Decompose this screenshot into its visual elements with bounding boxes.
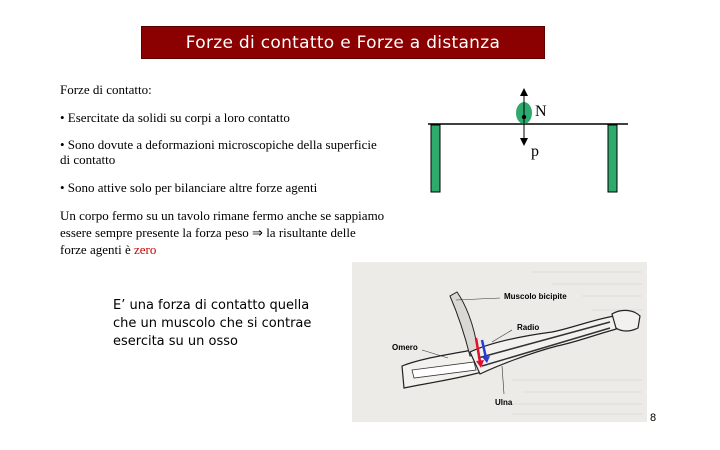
ulna-label: Ulna	[495, 398, 513, 407]
table-force-diagram	[428, 84, 628, 196]
zero-word: zero	[133, 242, 157, 257]
arm-anatomy-illustration	[352, 262, 647, 422]
example-line-1: Un corpo fermo su un tavolo rimane fermo anche se sappiamo	[60, 208, 385, 223]
example-line-3	[60, 242, 156, 257]
example-line-2	[60, 225, 356, 240]
callout-line-3: esercita su un osso	[113, 334, 238, 349]
application-point	[522, 115, 526, 119]
hand-outline	[612, 310, 640, 331]
weight-force-label: p	[531, 143, 539, 160]
radius-label: Radio	[517, 323, 540, 332]
normal-force-arrowhead	[520, 88, 528, 96]
slide-number: 8	[650, 412, 657, 424]
weight-force-arrowhead	[520, 138, 528, 146]
bullet-1: • Esercitate da solidi su corpi a loro contatto	[60, 110, 290, 125]
example-line-3a: forze agenti è	[60, 242, 134, 257]
bullet-2: • Sono dovute a deformazioni microscopiche della superficie	[60, 137, 377, 152]
bullet-2-cont: di contatto	[60, 152, 116, 167]
bicep-label: Muscolo bicipite	[504, 292, 567, 301]
callout-box	[98, 282, 338, 362]
slide-title: Forze di contatto e Forze a distanza	[141, 26, 545, 59]
callout-line-1: E’ una forza di contatto quella	[113, 298, 310, 313]
bullet-3: • Sono attive solo per bilanciare altre forze agenti	[60, 180, 318, 195]
humerus-label: Omero	[392, 343, 418, 352]
example-line-2b: la risultante delle	[262, 225, 356, 240]
callout-line-2: che un muscolo che si contrae	[113, 316, 312, 331]
normal-force-label: N	[535, 103, 547, 120]
table-leg-right	[608, 125, 617, 192]
section-heading: Forze di contatto:	[60, 82, 152, 97]
implies-arrow: ⇒	[252, 225, 263, 240]
table-leg-left	[431, 125, 440, 192]
example-line-2a: essere sempre presente la forza peso	[60, 225, 253, 240]
